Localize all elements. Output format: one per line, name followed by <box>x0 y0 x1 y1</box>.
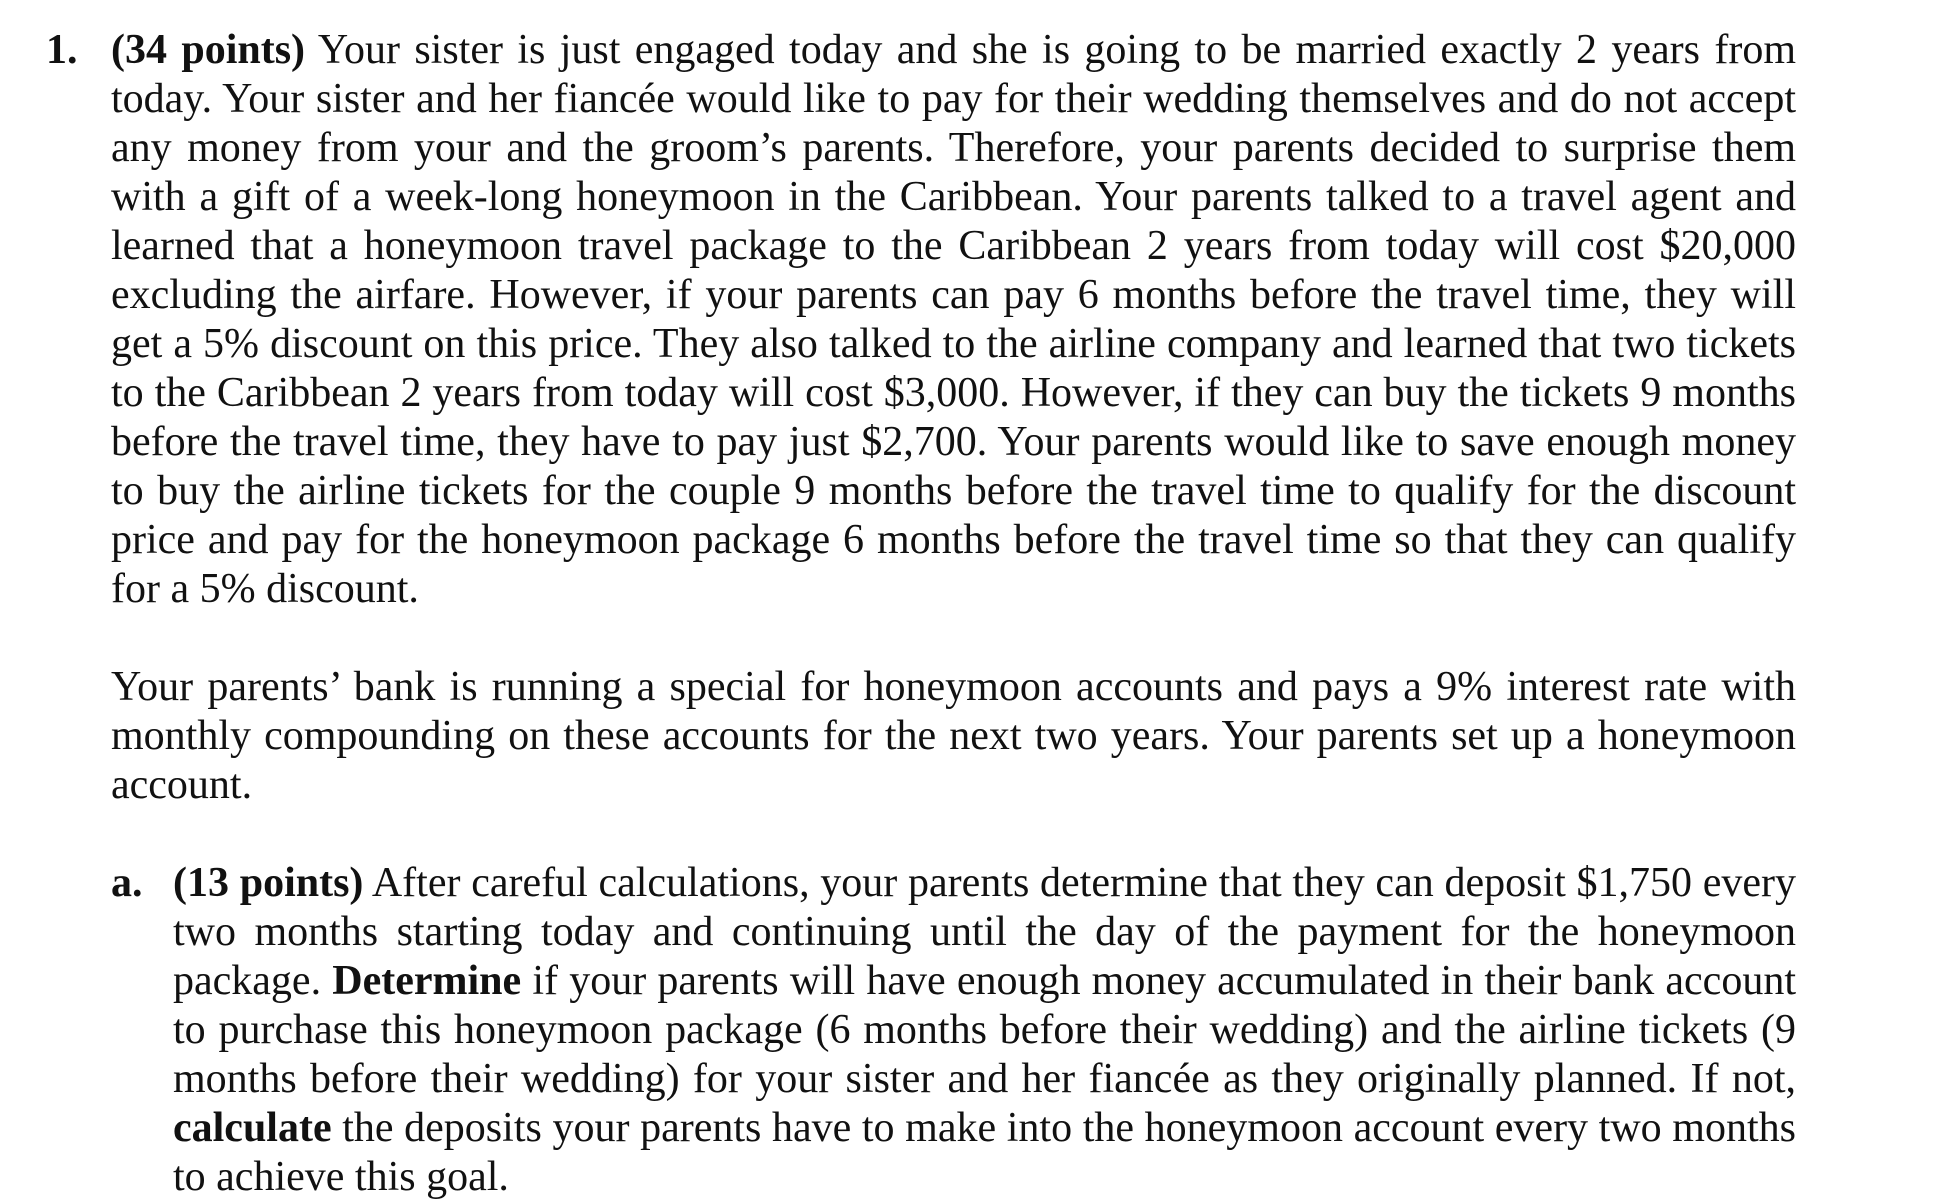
problem-1 <box>46 26 1796 1202</box>
problem-text-2: Your parents’ bank is running a special for honeymoon accounts and pays a 9% interest rate with monthly compounding on these accounts for the next two years. Your parents set up a honeymoon account. <box>111 664 1796 808</box>
keyword-calculate: calculate <box>173 1105 332 1151</box>
subpart-text-1: After careful calculations, your parents determine that they can deposit $1,750 every two months starting today and continuing until the day of the payment for the honeymoon package. <box>173 860 1796 1004</box>
problem-text-1: Your sister is just engaged today and she is going to be married exactly 2 years from today. Your sister and her fiancée would like to pay for their wedding themselves and do not accept any money from your and the groom’s parents. Therefore, your parents decided to surprise them with a gift of a week-long honeymoon in the Caribbean. Your parents talked to a travel agent and learned that a honeymoon travel package to the Caribbean 2 years from today will cost $20,000 excluding the airfare. However, if your parents can pay 6 months before the travel time, they will get a 5% discount on this price. They also talked to the airline company and learned that two tickets to the Caribbean 2 years from today will cost $3,000. However, if they can buy the tickets 9 months before the travel time, they have to pay just $2,700. Your parents would like to save enough money to buy the airline tickets for the couple 9 months before the travel time to qualify for the discount price and pay for the honeymoon package 6 months before the travel time so that they can qualify for a 5% discount. <box>111 27 1796 612</box>
problem-number: 1. <box>46 27 78 73</box>
subpart-points: (13 points) <box>173 860 364 906</box>
problem-points: (34 points) <box>111 27 306 73</box>
problem-paragraph-1 <box>111 26 1796 614</box>
subpart-a <box>111 859 1796 1202</box>
subpart-letter: a. <box>111 860 143 906</box>
subpart-text-3: the deposits your parents have to make into the honeymoon account every two months to achieve this goal. <box>173 1105 1796 1200</box>
keyword-determine: Determine <box>332 958 522 1004</box>
problem-paragraph-2 <box>111 663 1796 810</box>
subpart-text-2: if your parents will have enough money accumulated in their bank account to purchase this honeymoon package (6 months before their wedding) and the airline tickets (9 months before their wedding) for your sister and her fiancée as they originally planned. If not, <box>173 958 1796 1102</box>
